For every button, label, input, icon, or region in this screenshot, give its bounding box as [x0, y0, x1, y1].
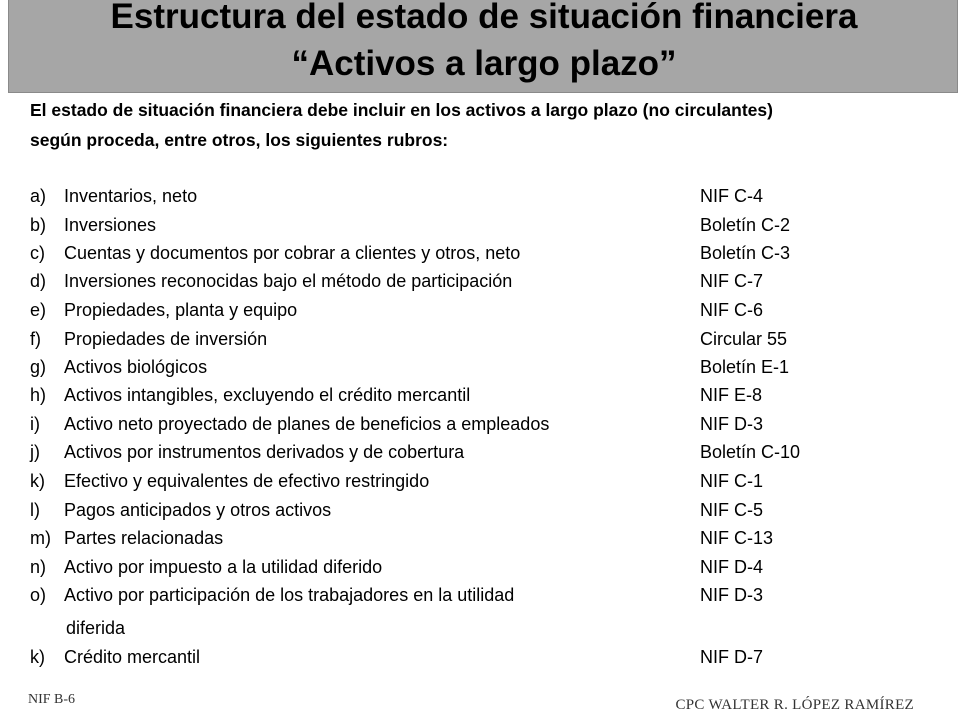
item-description: Inventarios, neto: [64, 186, 198, 206]
item-letter: f): [30, 329, 41, 349]
item-description: Crédito mercantil: [64, 647, 201, 667]
item-description: Pagos anticipados y otros activos: [64, 500, 332, 520]
intro-line-1: El estado de situación financiera debe incluir en los activos a largo plazo (no circulantes): [30, 100, 773, 120]
item-description: Activos intangibles, excluyendo el crédito mercantil: [64, 385, 471, 405]
item-reference: Boletín E-1: [700, 357, 790, 377]
item-letter: a): [30, 186, 47, 206]
item-letter: h): [30, 385, 47, 405]
item-description: Inversiones: [64, 215, 157, 235]
item-reference: NIF E-8: [700, 385, 763, 405]
footer-source: NIF B-6: [28, 692, 76, 707]
item-reference: NIF D-3: [700, 585, 763, 605]
item-description: Inversiones reconocidas bajo el método de participación: [64, 271, 513, 291]
item-letter: e): [30, 300, 47, 320]
item-description: Propiedades de inversión: [64, 329, 268, 349]
item-letter: l): [30, 500, 40, 520]
item-reference: NIF D-7: [700, 647, 763, 667]
page-title: Estructura del estado de situación financiera: [110, 0, 858, 36]
item-description: Partes relacionadas: [64, 528, 224, 548]
item-letter: o): [30, 585, 47, 605]
item-reference: Circular 55: [700, 329, 788, 349]
item-reference: Boletín C-3: [700, 243, 791, 263]
item-description: Activos biológicos: [64, 357, 208, 377]
item-letter: m): [30, 528, 51, 548]
footer-author: CPC WALTER R. LÓPEZ RAMÍREZ: [675, 697, 914, 713]
intro-line-2: según proceda, entre otros, los siguientes rubros:: [30, 130, 449, 150]
item-description: Propiedades, planta y equipo: [64, 300, 298, 320]
page-subtitle: “Activos a largo plazo”: [291, 44, 677, 83]
item-reference: Boletín C-10: [700, 442, 801, 462]
item-letter: g): [30, 357, 47, 377]
item-letter: k): [30, 471, 45, 491]
item-reference: NIF C-4: [700, 186, 763, 206]
item-letter: k): [30, 647, 45, 667]
item-letter: c): [30, 243, 45, 263]
item-description: Cuentas y documentos por cobrar a clientes y otros, neto: [64, 243, 521, 263]
item-description: Efectivo y equivalentes de efectivo restringido: [64, 471, 430, 491]
item-description: Activos por instrumentos derivados y de cobertura: [64, 442, 465, 462]
item-reference: NIF C-7: [700, 271, 763, 291]
item-description-continuation: diferida: [66, 618, 126, 638]
item-description: Activo neto proyectado de planes de beneficios a empleados: [64, 414, 550, 434]
item-letter: n): [30, 557, 47, 577]
item-reference: NIF C-6: [700, 300, 763, 320]
title-banner: [8, 0, 958, 93]
item-description: Activo por participación de los trabajadores en la utilidad: [64, 585, 515, 605]
item-letter: d): [30, 271, 47, 291]
item-reference: Boletín C-2: [700, 215, 791, 235]
item-letter: i): [30, 414, 40, 434]
item-reference: NIF C-5: [700, 500, 763, 520]
item-reference: NIF C-13: [700, 528, 774, 548]
item-reference: NIF D-3: [700, 414, 763, 434]
item-letter: b): [30, 215, 47, 235]
item-letter: j): [30, 442, 40, 462]
item-reference: NIF C-1: [700, 471, 763, 491]
item-description: Activo por impuesto a la utilidad diferido: [64, 557, 383, 577]
item-reference: NIF D-4: [700, 557, 763, 577]
